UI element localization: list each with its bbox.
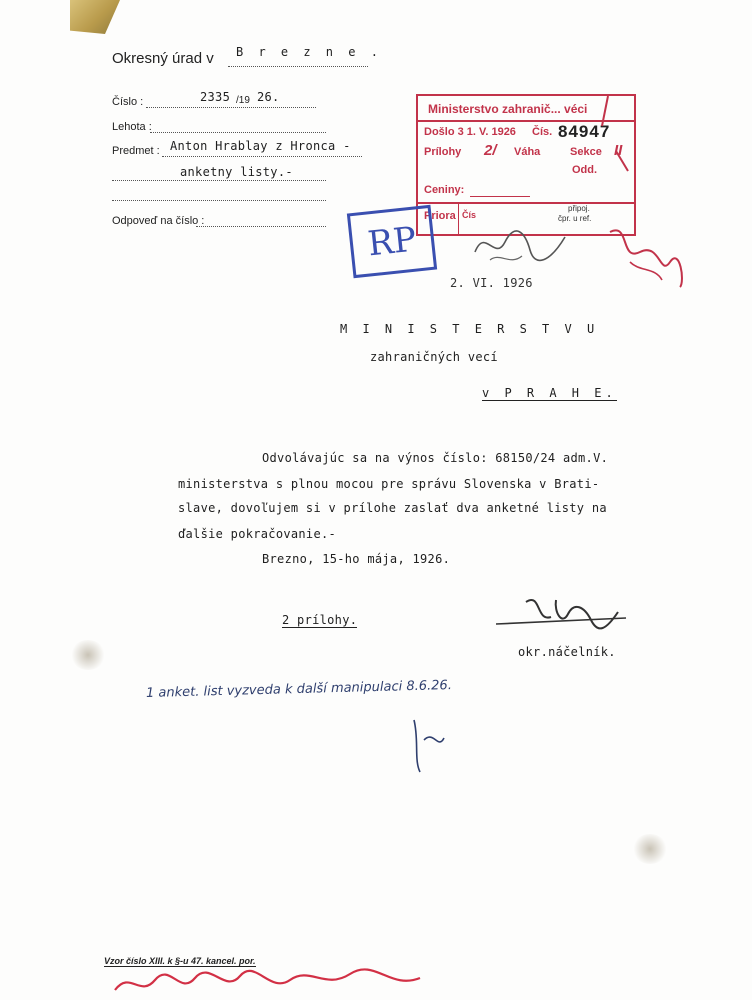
folder-corner-tab: [70, 0, 120, 34]
okresny-urad-label: Okresný úrad v: [112, 50, 214, 67]
cislo-label: Číslo :: [112, 96, 144, 108]
attachments-note: 2 prílohy.: [282, 613, 358, 627]
red-slash-marks: [598, 96, 638, 176]
predmet-dotline-1: [162, 156, 362, 157]
cislo-year: 26.: [257, 90, 280, 104]
stamp-pripoj: připoj.: [568, 204, 590, 213]
pencil-initials-scribble: [470, 222, 580, 272]
predmet-dotline-3: [112, 200, 326, 201]
stamp-dosle: Došlo 3 1. V. 1926: [424, 126, 516, 138]
stamp-cis-label: Čís.: [532, 126, 553, 138]
red-handwriting-bottom: [110, 960, 430, 1000]
stamp-priora-cis: Čís: [462, 210, 477, 220]
stamp-ceniny: Ceniny:: [424, 184, 465, 196]
stamp-prilohy-value: 2/: [484, 142, 497, 159]
stamp-vaha: Váha: [514, 146, 541, 158]
addressee-line2: zahraničných vecí: [370, 350, 498, 364]
stamp-priora: Priora: [424, 210, 456, 222]
district-chief-signature: [496, 592, 636, 642]
cislo-number: 2335: [200, 90, 231, 104]
red-signature-scribble: [600, 222, 690, 292]
addressee-line3: v P R A H E.: [482, 386, 617, 400]
paper-smudge: [632, 834, 668, 864]
rp-stamp-text: RP: [365, 219, 419, 264]
cislo-sep: /19: [236, 95, 250, 106]
body-date-line: Brezno, 15-ho mája, 1926.: [262, 552, 451, 566]
lehota-dotline: [150, 132, 326, 133]
okresny-urad-value: B r e z n e .: [236, 45, 382, 59]
odpoved-dotline: [196, 226, 326, 227]
paper-smudge: [70, 640, 106, 670]
body-line2: ministerstva s plnou mocou pre správu Slovenska v Brati-: [178, 477, 600, 491]
signature-title: okr.náčelník.: [518, 645, 616, 659]
handwritten-manipulation-note: 1 anket. list vyzveda k další manipulaci 8.6.26.: [145, 677, 453, 702]
predmet-line2: anketny listy.-: [180, 165, 293, 179]
stamp-odd: Odd.: [572, 164, 598, 176]
cislo-dotline: [146, 107, 316, 108]
marginal-date-note: 2. VI. 1926: [450, 276, 533, 290]
addressee-line1: M I N I S T E R S T V U: [340, 322, 599, 336]
okresny-dotline: [228, 66, 368, 67]
handwritten-initials: [404, 710, 454, 780]
odpoved-label: Odpoveď na číslo :: [112, 215, 205, 227]
stamp-cpr: čpr. u ref.: [558, 214, 592, 223]
lehota-label: Lehota :: [112, 121, 152, 133]
body-line4: ďalšie pokračovanie.-: [178, 527, 337, 541]
predmet-label: Predmet :: [112, 145, 160, 157]
body-line1: Odvolávajúc sa na výnos číslo: 68150/24 adm.V.: [262, 451, 609, 465]
stamp-sekce-value: II: [614, 142, 623, 159]
predmet-line1: Anton Hrablay z Hronca -: [170, 139, 351, 153]
rp-stamp: [347, 205, 437, 278]
form-code: Vzor číslo XIII. k §-u 47. kancel. por.: [104, 956, 256, 966]
stamp-sekce: Sekce: [570, 146, 602, 158]
stamp-prilohy: Prílohy: [424, 146, 462, 158]
stamp-title: Ministerstvo zahranič... véci: [428, 102, 588, 116]
predmet-dotline-2: [112, 180, 326, 181]
body-line3: slave, dovoľujem si v prílohe zaslať dva anketné listy na: [178, 501, 607, 515]
stamp-number: 84947: [558, 122, 611, 141]
